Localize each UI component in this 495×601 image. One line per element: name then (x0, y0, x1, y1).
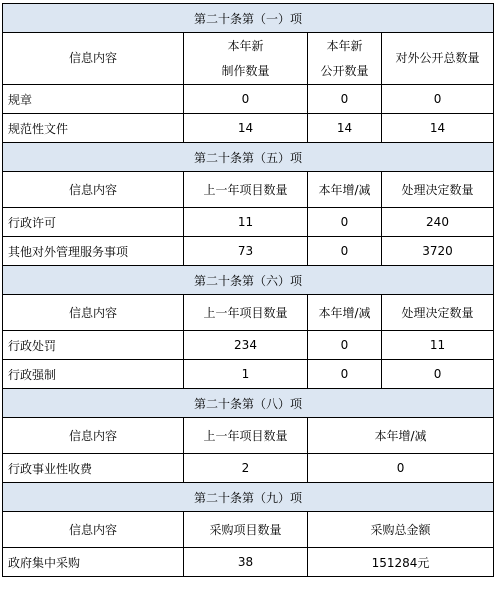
header-info-content: 信息内容 (3, 33, 184, 85)
row-value: 0 (308, 85, 382, 114)
row-label: 规范性文件 (3, 114, 184, 143)
row-value: 1 (184, 360, 308, 389)
section-title: 第二十条第（五）项 (3, 143, 494, 172)
section-header (3, 143, 494, 172)
header-procurement-count: 采购项目数量 (184, 512, 308, 548)
row-label: 行政许可 (3, 208, 184, 237)
section-title: 第二十条第（九）项 (3, 483, 494, 512)
column-header-row (3, 172, 494, 208)
header-info-content: 信息内容 (3, 418, 184, 454)
row-value: 11 (382, 331, 494, 360)
header-change: 本年增/减 (308, 418, 494, 454)
row-value: 0 (308, 454, 494, 483)
column-header-row (3, 33, 494, 85)
row-value: 0 (382, 85, 494, 114)
row-value: 11 (184, 208, 308, 237)
header-change: 本年增/减 (308, 295, 382, 331)
row-value: 0 (308, 360, 382, 389)
row-value: 0 (184, 85, 308, 114)
table-row (3, 331, 494, 360)
header-prev-year-count: 上一年项目数量 (184, 418, 308, 454)
header-info-content: 信息内容 (3, 295, 184, 331)
table-row (3, 114, 494, 143)
row-label: 规章 (3, 85, 184, 114)
column-header-row (3, 418, 494, 454)
row-value: 2 (184, 454, 308, 483)
header-decision-count: 处理决定数量 (382, 172, 494, 208)
header-info-content: 信息内容 (3, 512, 184, 548)
header-new-published: 本年新 公开数量 (308, 33, 382, 85)
row-value: 14 (382, 114, 494, 143)
row-value: 73 (184, 237, 308, 266)
row-value: 151284元 (308, 548, 494, 577)
section-header (3, 266, 494, 295)
header-new-created: 本年新 制作数量 (184, 33, 308, 85)
section-header (3, 483, 494, 512)
row-label: 政府集中采购 (3, 548, 184, 577)
row-value: 14 (184, 114, 308, 143)
table-row (3, 548, 494, 577)
table-row (3, 237, 494, 266)
table-row (3, 85, 494, 114)
section-title: 第二十条第（六）项 (3, 266, 494, 295)
section-header (3, 4, 494, 33)
header-decision-count: 处理决定数量 (382, 295, 494, 331)
row-value: 0 (382, 360, 494, 389)
row-label: 其他对外管理服务事项 (3, 237, 184, 266)
table-row (3, 360, 494, 389)
row-label: 行政强制 (3, 360, 184, 389)
header-prev-year-count: 上一年项目数量 (184, 172, 308, 208)
row-label: 行政事业性收费 (3, 454, 184, 483)
header-procurement-amount: 采购总金额 (308, 512, 494, 548)
row-label: 行政处罚 (3, 331, 184, 360)
row-value: 0 (308, 237, 382, 266)
section-title: 第二十条第（八）项 (3, 389, 494, 418)
row-value: 38 (184, 548, 308, 577)
section-title: 第二十条第（一）项 (3, 4, 494, 33)
column-header-row (3, 295, 494, 331)
header-info-content: 信息内容 (3, 172, 184, 208)
disclosure-table-container (2, 3, 493, 577)
column-header-row (3, 512, 494, 548)
header-change: 本年增/减 (308, 172, 382, 208)
row-value: 14 (308, 114, 382, 143)
header-prev-year-count: 上一年项目数量 (184, 295, 308, 331)
table-row (3, 454, 494, 483)
row-value: 234 (184, 331, 308, 360)
header-total-published: 对外公开总数量 (382, 33, 494, 85)
row-value: 0 (308, 331, 382, 360)
table-row (3, 208, 494, 237)
row-value: 240 (382, 208, 494, 237)
row-value: 3720 (382, 237, 494, 266)
row-value: 0 (308, 208, 382, 237)
section-header (3, 389, 494, 418)
disclosure-table (2, 3, 494, 577)
